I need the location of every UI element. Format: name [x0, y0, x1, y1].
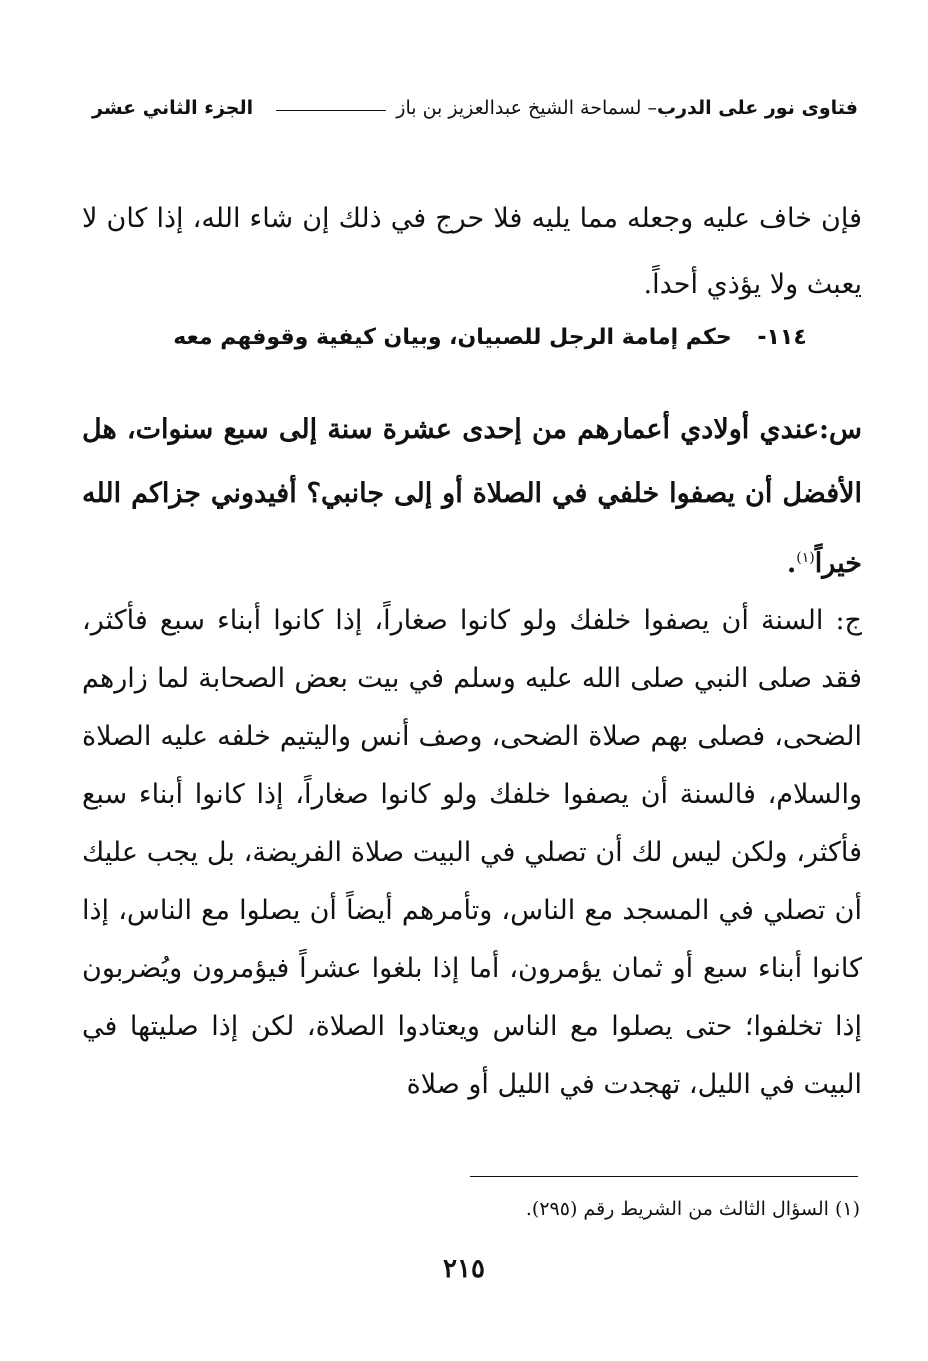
author-name: – لسماحة الشيخ عبدالعزيز بن باز [396, 97, 657, 119]
question-text: س:عندي أولادي أعمارهم من إحدى عشرة سنة إلى سبع سنوات، هل الأفضل أن يصفوا خلفي في الصلاة أو إلى جانبي؟ أفيدوني جزاكم الله خيراً [82, 414, 862, 579]
header-rule [276, 110, 386, 111]
answer-paragraph: ج: السنة أن يصفوا خلفك ولو كانوا صغاراً، إذا كانوا أبناء سبع فأكثر، فقد صلى النبي صلى الله عليه وسلم في بيت بعض الصحابة لما زارهم الضحى، فصلى بهم صلاة الضحى، وصف أنس واليتيم خلفه عليه الصلاة والسلام، فالسنة أن يصفوا خلفك ولو كانوا صغاراً، إذا كانوا أبناء سبع فأكثر، ولكن ليس لك أن تصلي في البيت صلاة الفريضة، بل يجب عليك أن تصلي في المسجد مع الناس، وتأمرهم أيضاً أن يصلوا مع الناس، إذا كانوا أبناء سبع أو ثمان يؤمرون، أما إذا بلغوا عشراً فيؤمرون ويُضربون إذا تخلفوا؛ حتى يصلوا مع الناس ويعتادوا الصلاة، لكن إذا صليتها في البيت في الليل، تهجدت في الليل أو صلاة [82, 605, 862, 1100]
book-title: فتاوى نور على الدرب [657, 97, 858, 119]
question-end: . [786, 548, 797, 579]
footnote-marker: (١) [796, 550, 815, 566]
footnote-separator [470, 1176, 858, 1177]
volume-label: الجزء الثاني عشر [92, 97, 254, 119]
footnote-text: (١) السؤال الثالث من الشريط رقم (٢٩٥). [525, 1198, 860, 1220]
question-paragraph [82, 398, 862, 596]
fatwa-number: ١١٤- [757, 325, 807, 350]
page-number: ٢١٥ [443, 1254, 485, 1284]
fatwa-heading [120, 325, 860, 350]
intro-paragraph: فإن خاف عليه وجعله مما يليه فلا حرج في ذلك إن شاء الله، إذا كان لا يعبث ولا يؤذي أحداً. [82, 203, 862, 300]
running-header [92, 88, 858, 128]
fatwa-title: حكم إمامة الرجل للصبيان، وبيان كيفية وقوفهم معه [173, 325, 732, 350]
